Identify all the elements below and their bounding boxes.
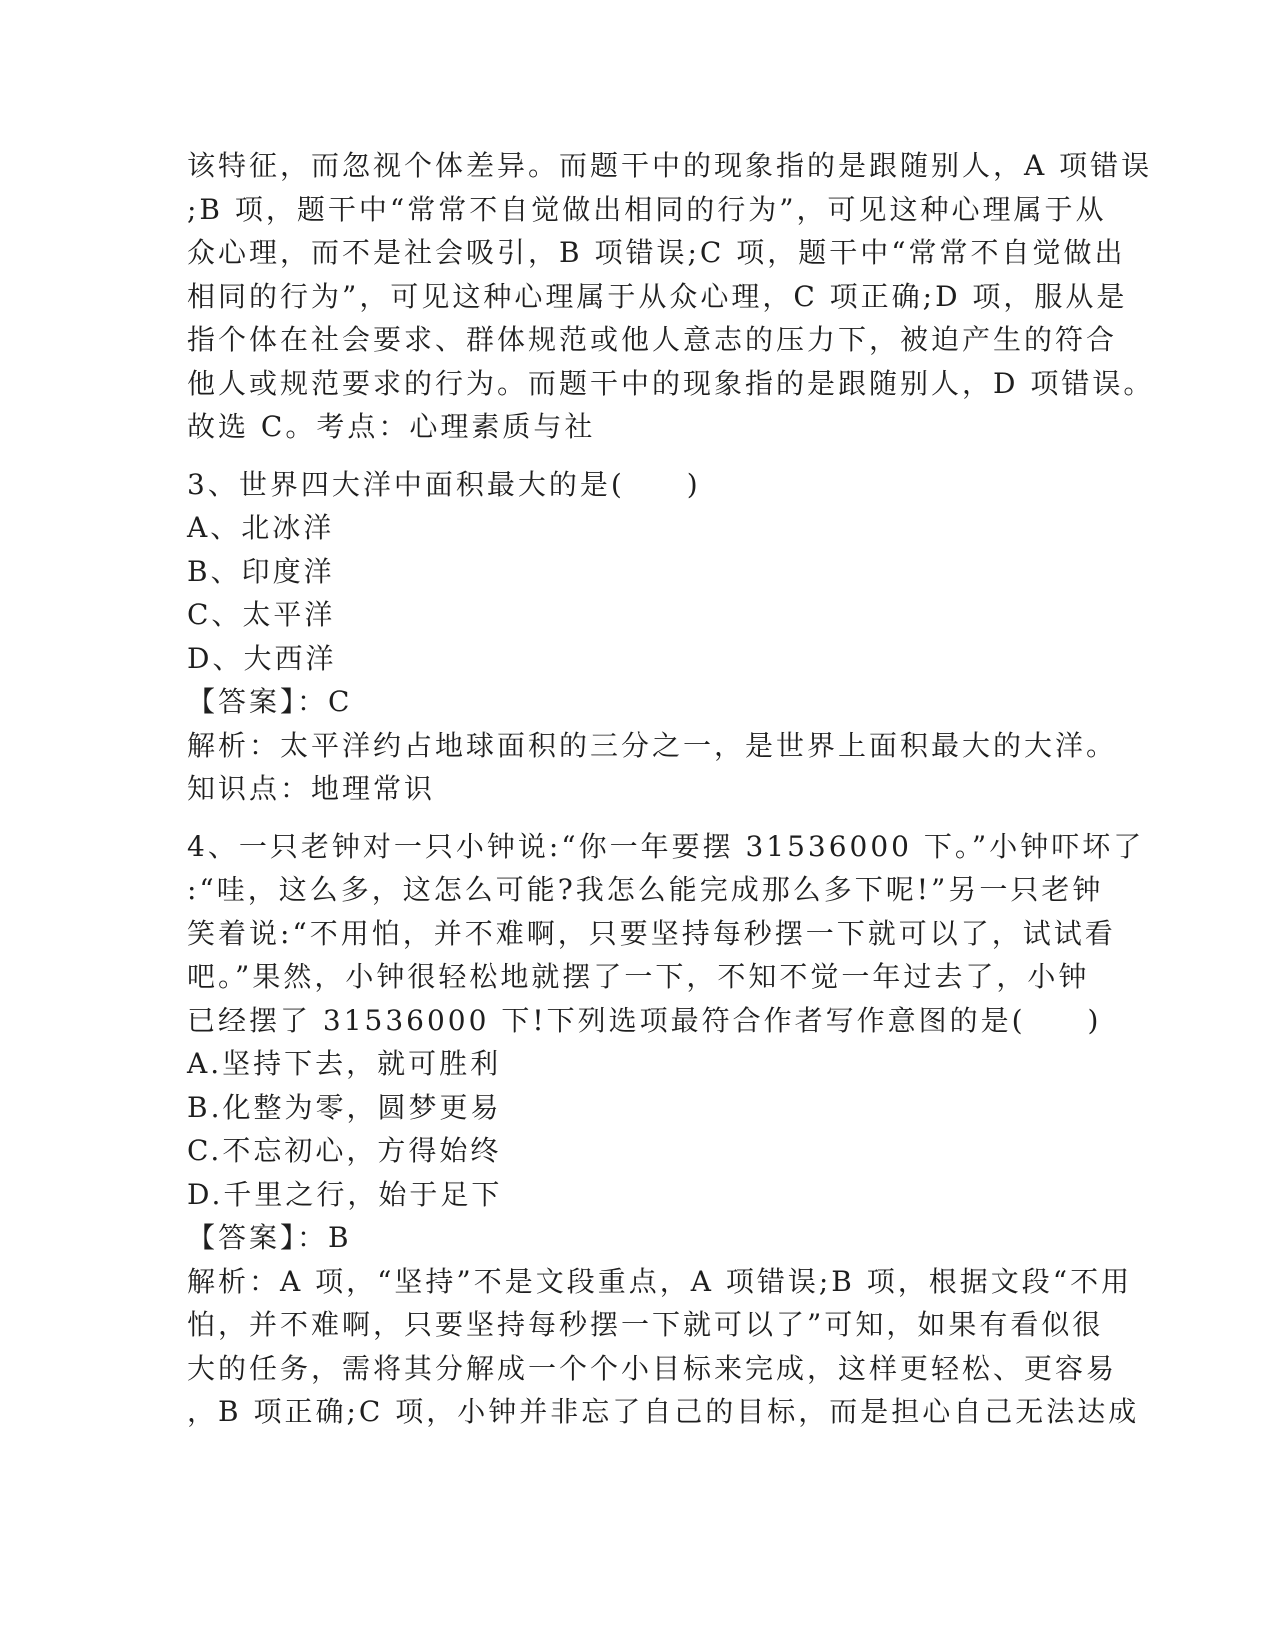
option-d: D、大西洋 bbox=[187, 641, 337, 675]
question-stem: :“哇，这么多，这怎么可能?我怎么能完成那么多下呢!”另一只老钟 bbox=[187, 873, 1104, 906]
analysis-line: 解析：太平洋约占地球面积的三分之一，是世界上面积最大的大洋。 bbox=[187, 728, 1118, 762]
analysis-line: ，B 项正确;C 项，小钟并非忘了自己的目标，而是担心自己无法达成 bbox=[187, 1395, 1140, 1428]
text-line: 该特征，而忽视个体差异。而题干中的现象指的是跟随别人，A 项错误 bbox=[187, 149, 1153, 182]
option-a: A、北冰洋 bbox=[187, 511, 335, 544]
text-line: 相同的行为”，可见这种心理属于从众心理，C 项正确;D 项，服从是 bbox=[187, 279, 1128, 313]
option-c: C.不忘初心，方得始终 bbox=[187, 1134, 502, 1167]
question-stem: 吧。”果然，小钟很轻松地就摆了一下，不知不觉一年过去了，小钟 bbox=[187, 960, 1090, 993]
option-a: A.坚持下去，就可胜利 bbox=[187, 1047, 502, 1080]
question-stem: 已经摆了 31536000 下!下列选项最符合作者写作意图的是( ) bbox=[187, 1003, 1102, 1037]
answer-line: 【答案】：B bbox=[187, 1221, 352, 1254]
answer-line: 【答案】：C bbox=[187, 685, 353, 718]
question-4 bbox=[187, 825, 1145, 1434]
option-d: D.千里之行，始于足下 bbox=[187, 1177, 503, 1211]
question-3 bbox=[187, 463, 1118, 811]
document-content bbox=[187, 144, 1155, 1434]
text-line: 指个体在社会要求、群体规范或他人意志的压力下，被迫产生的符合 bbox=[187, 323, 1118, 356]
question-stem: 4、一只老钟对一只小钟说:“你一年要摆 31536000 下。”小钟吓坏了 bbox=[187, 829, 1145, 863]
analysis-line: 解析：A 项，“坚持”不是文段重点，A 项错误;B 项，根据文段“不用 bbox=[187, 1264, 1133, 1298]
question-stem: 笑着说:“不用怕，并不难啊，只要坚持每秒摆一下就可以了，试试看 bbox=[187, 916, 1116, 950]
q2-analysis-continuation bbox=[187, 144, 1155, 449]
option-b: B.化整为零，圆梦更易 bbox=[187, 1090, 502, 1124]
question-stem: 3、世界四大洋中面积最大的是( ) bbox=[187, 467, 701, 501]
analysis-line: 怕，并不难啊，只要坚持每秒摆一下就可以了”可知，如果有看似很 bbox=[187, 1308, 1104, 1341]
spacer bbox=[187, 449, 1087, 463]
spacer bbox=[187, 811, 1087, 825]
analysis-line: 大的任务，需将其分解成一个个小目标来完成，这样更轻松、更容易 bbox=[187, 1351, 1118, 1385]
text-line: ;B 项，题干中“常常不自觉做出相同的行为”，可见这种心理属于从 bbox=[187, 192, 1107, 226]
option-b: B、印度洋 bbox=[187, 554, 335, 588]
text-line: 他人或规范要求的行为。而题干中的现象指的是跟随别人，D 项错误。 bbox=[187, 366, 1155, 400]
text-line: 故选 C。考点：心理素质与社 bbox=[187, 410, 596, 443]
text-line: 众心理，而不是社会吸引，B 项错误;C 项，题干中“常常不自觉做出 bbox=[187, 236, 1126, 269]
option-c: C、太平洋 bbox=[187, 598, 336, 631]
analysis-line: 知识点：地理常识 bbox=[187, 772, 436, 805]
